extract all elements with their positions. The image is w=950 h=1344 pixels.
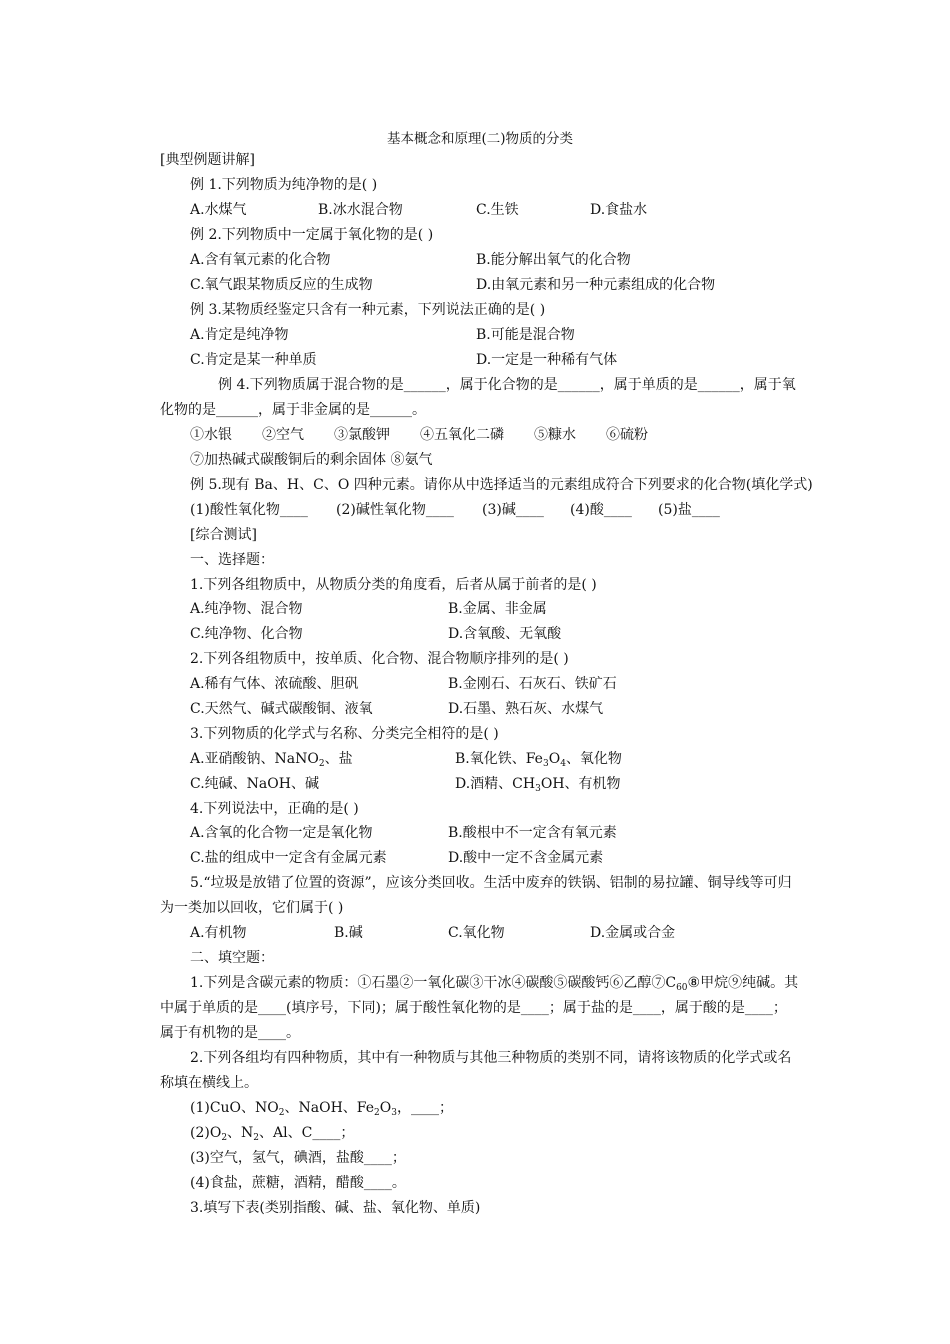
question-3-option-c: C.纯碱、NaOH、碱 — [190, 776, 319, 792]
question-3-stem: 3.下列物质的化学式与名称、分类完全相符的是( ) — [190, 726, 499, 742]
example-4-items-line-2: ⑦加热碱式碳酸铜后的剩余固体 ⑧氨气 — [190, 452, 433, 468]
example-5-blank-4: (4)酸____ — [570, 502, 632, 518]
fill-2-line-2: 称填在横线上。 — [160, 1075, 258, 1091]
example-4-line-1: 例 4.下列物质属于混合物的是______，属于化合物的是______，属于单质的是______，属于氧 — [218, 377, 796, 393]
example-2-option-a: A.含有氧元素的化合物 — [190, 252, 331, 268]
example-4-item-2: ②空气 — [262, 427, 304, 443]
part-2-heading: 二、填空题： — [190, 950, 274, 966]
example-2-option-b: B.能分解出氧气的化合物 — [476, 252, 631, 268]
question-2-option-b: B.金刚石、石灰石、铁矿石 — [448, 676, 617, 692]
section-heading-examples: [典型例题讲解] — [160, 152, 255, 168]
question-2-option-a: A.稀有气体、浓硫酸、胆矾 — [190, 676, 359, 692]
question-4-option-b: B.酸根中不一定含有氧元素 — [448, 825, 617, 841]
example-1-option-c: C.生铁 — [476, 202, 519, 218]
example-5-blank-2: (2)碱性氧化物____ — [336, 502, 454, 518]
example-5-blank-5: (5)盐____ — [658, 502, 720, 518]
fill-2-row-3: (3)空气，氢气，碘酒，盐酸____； — [190, 1150, 406, 1166]
question-1-option-c: C.纯净物、化合物 — [190, 626, 303, 642]
example-5-blank-1: (1)酸性氧化物____ — [190, 502, 308, 518]
question-2-option-c: C.天然气、碱式碳酸铜、液氧 — [190, 701, 373, 717]
fill-2-line-1: 2.下列各组均有四种物质，其中有一种物质与其他三种物质的类别不同，请将该物质的化学式或名 — [190, 1050, 792, 1066]
question-4-option-a: A.含氧的化合物一定是氧化物 — [190, 825, 373, 841]
example-5-blank-3: (3)碱____ — [482, 502, 544, 518]
question-1-stem: 1.下列各组物质中，从物质分类的角度看，后者从属于前者的是( ) — [190, 577, 597, 593]
example-1-option-a: A.水煤气 — [190, 202, 247, 218]
question-2-stem: 2.下列各组物质中，按单质、化合物、混合物顺序排列的是( ) — [190, 651, 569, 667]
example-3-stem: 例 3.某物质经鉴定只含有一种元素，下列说法正确的是( ) — [190, 302, 546, 318]
question-4-option-d: D.酸中一定不含金属元素 — [448, 850, 604, 866]
example-3-option-a: A.肯定是纯净物 — [190, 327, 289, 343]
question-4-option-c: C.盐的组成中一定含有金属元素 — [190, 850, 387, 866]
page-title: 基本概念和原理(二)物质的分类 — [387, 131, 574, 147]
fill-1-line-1: 1.下列是含碳元素的物质：①石墨②一氧化碳③干冰④碳酸⑤碳酸钙⑥乙醇$⑦C_{60}⑧$甲烷⑨纯碱。其 — [190, 975, 799, 993]
example-2-stem: 例 2.下列物质中一定属于氧化物的是( ) — [190, 227, 434, 243]
example-4-item-4: ④五氧化二磷 — [420, 427, 504, 443]
fill-3-line: 3.填写下表(类别指酸、碱、盐、氧化物、单质) — [190, 1200, 481, 1216]
fill-2-row-4: (4)食盐，蔗糖，酒精，醋酸____。 — [190, 1175, 406, 1191]
question-5-line-2: 为一类加以回收，它们属于( ) — [160, 900, 344, 916]
example-3-option-c: C.肯定是某一种单质 — [190, 352, 317, 368]
example-2-option-d: D.由氧元素和另一种元素组成的化合物 — [476, 277, 716, 293]
example-4-item-6: ⑥硫粉 — [606, 427, 648, 443]
example-5-stem: 例 5.现有 Ba、H、C、O 四种元素。请你从中选择适当的元素组成符合下列要求的化合物(填化学式) — [190, 477, 813, 493]
fill-1-line-3: 属于有机物的是____。 — [160, 1025, 300, 1041]
example-3-option-d: D.一定是一种稀有气体 — [476, 352, 618, 368]
question-3-option-a: A.亚硝酸钠、NaNO$_2$、盐 — [190, 751, 353, 769]
example-1-option-b: B.冰水混合物 — [318, 202, 403, 218]
example-4-line-2: 化物的是______，属于非金属的是______。 — [160, 402, 426, 418]
example-4-item-1: ①水银 — [190, 427, 232, 443]
example-4-item-5: ⑤糠水 — [534, 427, 576, 443]
section-heading-test: [综合测试] — [190, 527, 257, 543]
part-1-heading: 一、选择题： — [190, 552, 274, 568]
question-5-option-b: B.碱 — [334, 925, 363, 941]
question-5-option-d: D.金属或合金 — [590, 925, 676, 941]
example-4-item-3: ③氯酸钾 — [334, 427, 390, 443]
fill-2-row-2: $(2)O_2$、$N_2$、Al、C____； — [190, 1125, 355, 1143]
question-5-option-c: C.氧化物 — [448, 925, 505, 941]
example-1-option-d: D.食盐水 — [590, 202, 648, 218]
example-1-stem: 例 1.下列物质为纯净物的是( ) — [190, 177, 378, 193]
fill-2-row-1: (1)CuO、$NO_2$、NaOH、$Fe_2O_3$，____； — [190, 1100, 453, 1118]
question-3-option-d: D.酒精、$CH_3OH$、有机物 — [455, 776, 621, 794]
question-4-stem: 4.下列说法中，正确的是( ) — [190, 801, 359, 817]
example-3-option-b: B.可能是混合物 — [476, 327, 575, 343]
question-2-option-d: D.石墨、熟石灰、水煤气 — [448, 701, 604, 717]
example-2-option-c: C.氧气跟某物质反应的生成物 — [190, 277, 373, 293]
question-5-line-1: 5.“垃圾是放错了位置的资源”，应该分类回收。生活中废弃的铁锅、铝制的易拉罐、铜导线等可归 — [190, 875, 792, 891]
fill-1-line-2: 中属于单质的是____(填序号，下同)；属于酸性氧化物的是____；属于盐的是____，属于酸的是____； — [160, 1000, 787, 1016]
question-3-option-b: B.氧化铁、$Fe_3O_4$、氧化物 — [455, 751, 622, 769]
question-1-option-a: A.纯净物、混合物 — [190, 601, 303, 617]
question-1-option-b: B.金属、非金属 — [448, 601, 547, 617]
question-5-option-a: A.有机物 — [190, 925, 247, 941]
question-1-option-d: D.含氧酸、无氧酸 — [448, 626, 562, 642]
